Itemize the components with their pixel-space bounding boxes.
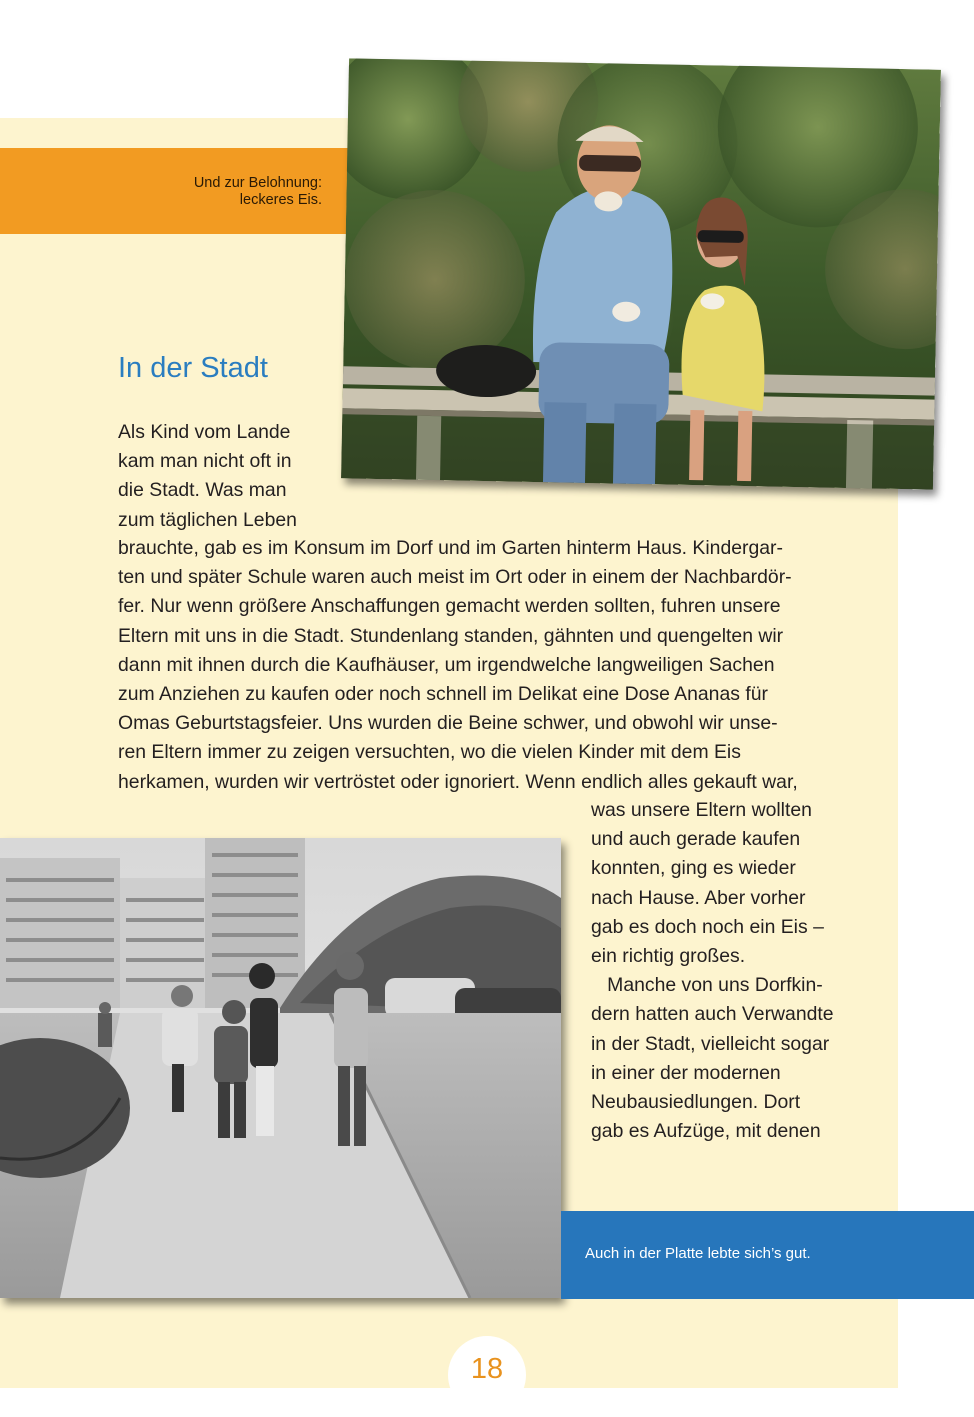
body-line: die Stadt. Was man <box>118 479 287 502</box>
body-line: gab es Aufzüge, mit denen <box>591 1120 821 1143</box>
photo-father-daughter-ice-cream <box>341 58 941 489</box>
body-line: Manche von uns Dorfkin- <box>591 974 823 997</box>
body-line: nach Hause. Aber vorher <box>591 886 806 909</box>
body-line: dann mit ihnen durch die Kaufhäuser, um irgendwelche langweiligen Sachen <box>118 653 775 676</box>
body-line: und auch gerade kaufen <box>591 828 801 851</box>
body-text-right <box>591 796 861 1146</box>
body-text-narrow <box>118 418 340 535</box>
caption-top-photo <box>22 175 322 209</box>
body-line: kam man nicht oft in <box>118 450 292 473</box>
caption-box-bottom <box>561 1211 974 1299</box>
body-line: Neubausiedlungen. Dort <box>591 1091 801 1114</box>
body-line: in der Stadt, vielleicht sogar <box>591 1032 830 1055</box>
page-number-badge <box>448 1336 526 1414</box>
body-line: in einer der modernen <box>591 1061 781 1084</box>
body-line: gab es doch noch ein Eis – <box>591 915 824 938</box>
body-text-wide <box>118 534 858 797</box>
body-line: Eltern mit uns in die Stadt. Stundenlang standen, gähnten und quengelten wir <box>118 624 784 647</box>
caption-bottom-photo: Auch in der Platte lebte sich’s gut. <box>585 1245 811 1262</box>
photo-family-housing-estate <box>0 838 561 1298</box>
caption-top-line-2: leckeres Eis. <box>239 192 322 208</box>
body-line: zum Anziehen zu kaufen oder noch schnell im Delikat eine Dose Ananas für <box>118 683 768 706</box>
page-number: 18 <box>470 1353 504 1385</box>
body-line: was unsere Eltern wollten <box>591 799 812 821</box>
body-line: ten und später Schule waren auch meist im Ort oder in einem der Nachbardör- <box>118 566 792 589</box>
body-line: brauchte, gab es im Konsum im Dorf und im Garten hinterm Haus. Kindergar- <box>118 537 783 559</box>
body-line: konnten, ging es wieder <box>591 857 796 880</box>
body-line: herkamen, wurden wir vertröstet oder ignoriert. Wenn endlich alles gekauft war, <box>118 770 798 793</box>
body-line: ren Eltern immer zu zeigen versuchten, wo die vielen Kinder mit dem Eis <box>118 741 741 764</box>
body-line: dern hatten auch Verwandte <box>591 1003 834 1026</box>
body-line: Omas Geburtstagsfeier. Uns wurden die Beine schwer, und obwohl wir unse- <box>118 712 778 735</box>
section-heading: In der Stadt <box>118 352 268 384</box>
caption-box-top <box>0 148 352 234</box>
body-line: fer. Nur wenn größere Anschaffungen gemacht werden sollten, fuhren unsere <box>118 595 781 618</box>
body-line: zum täglichen Leben <box>118 508 297 531</box>
body-line: Als Kind vom Lande <box>118 421 291 443</box>
caption-top-line-1: Und zur Belohnung: <box>193 175 322 191</box>
body-line: ein richtig großes. <box>591 945 746 968</box>
